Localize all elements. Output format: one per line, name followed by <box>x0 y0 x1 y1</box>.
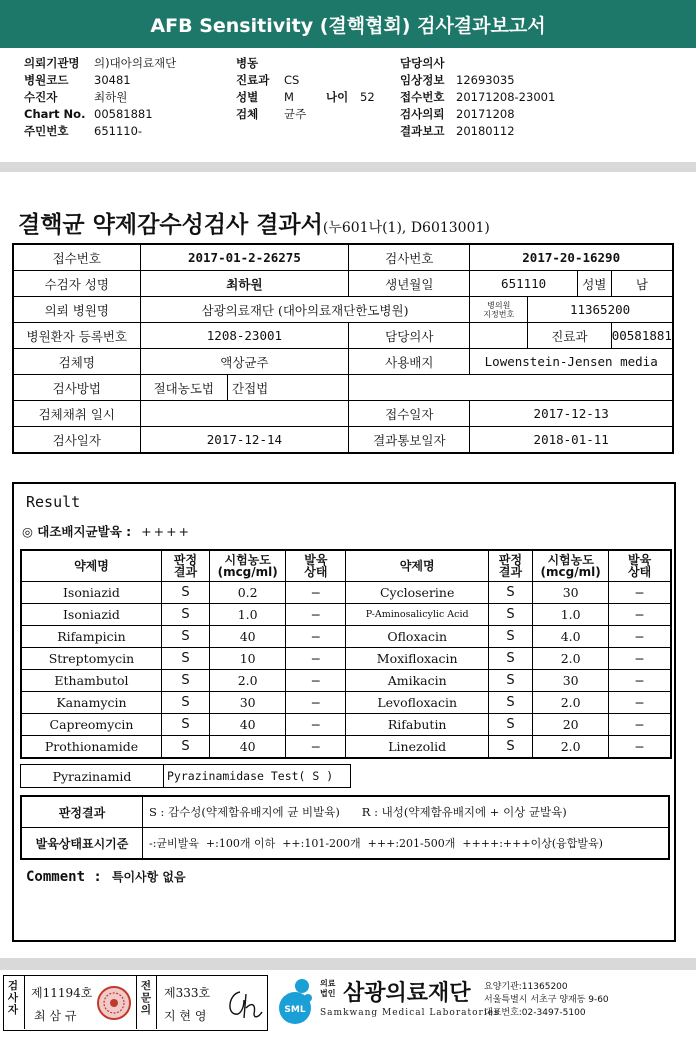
examiner-name: 최 삼 규 <box>34 1009 77 1023</box>
drug-name: Levofloxacin <box>346 692 488 714</box>
control-growth-value: ++++ <box>141 524 192 539</box>
drug-judge: S <box>488 648 532 670</box>
drug-conc: 0.2 <box>210 582 286 604</box>
header-line: 시험농도 <box>224 553 271 567</box>
drug-judge: S <box>161 670 209 692</box>
header-line: 발육 <box>628 553 652 567</box>
drug-judge: S <box>161 692 209 714</box>
legend-text: -:균비발육 +:100개 이하 ++:101-200개 +++:201-500개 ++++:+++이상(융합발육) <box>143 828 670 860</box>
legend-row <box>21 828 669 860</box>
info-label: 사용배지 <box>349 349 470 375</box>
meta-value: 12693035 <box>456 73 515 87</box>
examiner-label: 검사자 <box>7 980 19 1016</box>
drug-name: Isoniazid <box>21 604 161 626</box>
info-label <box>470 297 528 323</box>
divider <box>136 976 137 1029</box>
info-row <box>13 297 673 323</box>
info-value <box>349 375 673 401</box>
info-label: 검체명 <box>13 349 140 375</box>
drug-conc: 10 <box>210 648 286 670</box>
meta-label: 병동 <box>236 56 259 70</box>
drug-judge: S <box>161 736 209 759</box>
foundation-type: 의료 법인 <box>320 979 336 998</box>
drug-name: Rifabutin <box>346 714 488 736</box>
drug-name: Rifampicin <box>21 626 161 648</box>
logo-mark-text: SML <box>284 1005 306 1015</box>
legend-label: 판정결과 <box>21 796 143 828</box>
drug-judge: S <box>488 626 532 648</box>
drug-name: Capreomycin <box>21 714 161 736</box>
info-value: 간접법 <box>228 375 349 401</box>
drug-row <box>21 736 671 759</box>
drug-conc: 4.0 <box>533 626 609 648</box>
meta-value: 651110- <box>94 124 143 138</box>
drug-growth: − <box>609 736 671 759</box>
pyrazinamidase-test: Pyrazinamidase Test( S ) <box>164 765 351 788</box>
specialist-name: 지 현 영 <box>164 1009 207 1023</box>
header-growth <box>286 550 346 582</box>
info-value <box>140 401 349 427</box>
header-conc <box>210 550 286 582</box>
header-line: (mcg/ml) <box>540 565 601 579</box>
info-value: 남 <box>611 271 673 297</box>
header-line: 상태 <box>628 565 652 579</box>
info-label: 검사일자 <box>13 427 140 454</box>
info-label: 병원환자 등록번호 <box>13 323 140 349</box>
seal-stamp-icon <box>96 985 132 1021</box>
divider <box>156 976 157 1029</box>
drug-table <box>20 549 672 759</box>
examiner-license: 제11194호 <box>31 986 93 1000</box>
info-row <box>13 401 673 427</box>
info-value: 2017-20-16290 <box>470 244 673 271</box>
header-judge <box>488 550 532 582</box>
info-label: 검체채취 일시 <box>13 401 140 427</box>
patient-info-table <box>12 243 674 454</box>
meta-value: 20180112 <box>456 124 515 138</box>
header-line: 판정 <box>498 553 523 567</box>
drug-conc: 1.0 <box>533 604 609 626</box>
drug-conc: 2.0 <box>533 692 609 714</box>
meta-label: 나이 <box>326 90 349 104</box>
header-line: 결과 <box>498 565 523 579</box>
info-label: 검사번호 <box>349 244 470 271</box>
drug-name: Prothionamide <box>21 736 161 759</box>
meta-value: 20171208-23001 <box>456 90 556 104</box>
header-line: 판정 <box>173 553 198 567</box>
drug-name: Linezolid <box>346 736 488 759</box>
specialist-label: 전문의 <box>140 980 152 1016</box>
control-growth <box>22 522 191 540</box>
header-drug: 약제명 <box>21 550 161 582</box>
drug-judge: S <box>161 648 209 670</box>
drug-conc: 1.0 <box>210 604 286 626</box>
info-row <box>13 244 673 271</box>
meta-label: 접수번호 <box>400 90 445 104</box>
info-label: 접수일자 <box>349 401 470 427</box>
header-drug: 약제명 <box>346 550 488 582</box>
info-label-line: 병의원 <box>487 300 511 310</box>
drug-judge: S <box>488 604 532 626</box>
comment <box>26 868 186 885</box>
drug-growth: − <box>286 648 346 670</box>
drug-conc: 30 <box>210 692 286 714</box>
drug-header-row <box>21 550 671 582</box>
info-row <box>13 271 673 297</box>
drug-name: Streptomycin <box>21 648 161 670</box>
info-value: 절대농도법 <box>140 375 227 401</box>
meta-value: 30481 <box>94 73 131 87</box>
meta-value: 의)대아의료재단 <box>94 56 177 70</box>
specialist-license: 제333호 <box>164 986 211 1000</box>
meta-label: 검체 <box>236 107 259 121</box>
meta-label: 결과보고 <box>400 124 445 138</box>
drug-growth: − <box>286 604 346 626</box>
report-title <box>18 206 490 239</box>
drug-growth: − <box>286 692 346 714</box>
info-value: 2017-12-14 <box>140 427 349 454</box>
drug-name: P-Aminosalicylic Acid <box>346 604 488 626</box>
drug-row <box>21 582 671 604</box>
info-label: 진료과 <box>528 323 612 349</box>
info-value: 651110 <box>470 271 578 297</box>
drug-name: Ethambutol <box>21 670 161 692</box>
signature-icon <box>222 984 266 1024</box>
drug-judge: S <box>161 582 209 604</box>
drug-growth: − <box>609 604 671 626</box>
meta-label: 검사의뢰 <box>400 107 445 121</box>
header-line: 결과 <box>173 565 198 579</box>
org-address: 서울특별시 서초구 양재동 9-60 <box>484 995 609 1005</box>
foundation-english: Samkwang Medical Laboratories <box>320 1008 500 1018</box>
info-label-line: 지정번호 <box>483 309 515 319</box>
drug-name: Pyrazinamid <box>21 765 164 788</box>
drug-growth: − <box>286 582 346 604</box>
drug-growth: − <box>609 714 671 736</box>
header-line: 상태 <box>304 565 328 579</box>
meta-label: Chart No. <box>24 107 86 121</box>
drug-growth: − <box>609 670 671 692</box>
drug-growth: − <box>609 692 671 714</box>
info-label: 담당의사 <box>349 323 470 349</box>
drug-name: Moxifloxacin <box>346 648 488 670</box>
drug-judge: S <box>161 714 209 736</box>
drug-judge: S <box>488 714 532 736</box>
drug-row <box>21 648 671 670</box>
meta-value: 균주 <box>284 107 307 121</box>
drug-row <box>21 604 671 626</box>
org-code: 요양기관:11365200 <box>484 982 568 992</box>
drug-judge: S <box>488 670 532 692</box>
meta-value: M <box>284 90 294 104</box>
drug-name: Amikacin <box>346 670 488 692</box>
info-label: 접수번호 <box>13 244 140 271</box>
sml-logo-icon <box>272 976 318 1028</box>
section-divider <box>0 162 696 172</box>
result-title: Result <box>26 493 81 511</box>
drug-growth: − <box>609 582 671 604</box>
meta-label: 의뢰기관명 <box>24 56 80 70</box>
pyrazinamid-row <box>20 764 351 788</box>
info-label: 수검자 성명 <box>13 271 140 297</box>
report-title-text: 결핵균 약제감수성검사 결과서 <box>18 211 323 238</box>
drug-conc: 20 <box>533 714 609 736</box>
info-label: 검사방법 <box>13 375 140 401</box>
drug-name: Cycloserine <box>346 582 488 604</box>
info-label: 결과통보일자 <box>349 427 470 454</box>
drug-conc: 40 <box>210 714 286 736</box>
info-row <box>13 375 673 401</box>
drug-growth: − <box>609 626 671 648</box>
header-line: (mcg/ml) <box>217 565 278 579</box>
drug-growth: − <box>286 670 346 692</box>
meta-label: 병원코드 <box>24 73 69 87</box>
drug-judge: S <box>488 692 532 714</box>
comment-label: Comment : <box>26 869 102 885</box>
drug-conc: 2.0 <box>533 648 609 670</box>
meta-value: 20171208 <box>456 107 515 121</box>
legend-text: S : 감수성(약제함유배지에 균 비발육) R : 내성(약제함유배지에 + 이상 균발육) <box>143 796 670 828</box>
meta-col-1 <box>24 55 176 140</box>
info-label: 생년월일 <box>349 271 470 297</box>
drug-judge: S <box>488 736 532 759</box>
info-value: 액상균주 <box>140 349 349 375</box>
banner-title: AFB Sensitivity (결핵협회) 검사결과보고서 <box>150 14 546 37</box>
header-growth <box>609 550 671 582</box>
meta-label: 담당의사 <box>400 56 445 70</box>
drug-judge: S <box>488 582 532 604</box>
legend-label: 발육상태표시기준 <box>21 828 143 860</box>
drug-row <box>21 670 671 692</box>
meta-label: 수진자 <box>24 90 58 104</box>
meta-label: 성별 <box>236 90 259 104</box>
info-value: 최하원 <box>140 271 349 297</box>
header-conc <box>533 550 609 582</box>
drug-growth: − <box>286 626 346 648</box>
drug-growth: − <box>286 736 346 759</box>
drug-conc: 40 <box>210 736 286 759</box>
header-judge <box>161 550 209 582</box>
drug-name: Kanamycin <box>21 692 161 714</box>
footer-divider <box>0 958 696 970</box>
drug-row <box>21 714 671 736</box>
info-value <box>470 323 528 349</box>
drug-name: Ofloxacin <box>346 626 488 648</box>
drug-growth: − <box>286 714 346 736</box>
drug-name: Isoniazid <box>21 582 161 604</box>
info-row <box>13 323 673 349</box>
info-row <box>13 427 673 454</box>
comment-value: 특이사항 없음 <box>111 870 186 884</box>
drug-conc: 30 <box>533 582 609 604</box>
drug-judge: S <box>161 626 209 648</box>
drug-conc: 2.0 <box>210 670 286 692</box>
header-line: 시험농도 <box>547 553 594 567</box>
info-value: 1208-23001 <box>140 323 349 349</box>
info-value: 삼광의료재단 (대아의료재단한도병원) <box>140 297 470 323</box>
drug-conc: 2.0 <box>533 736 609 759</box>
meta-value: 00581881 <box>94 107 153 121</box>
info-value: Lowenstein-Jensen media <box>470 349 673 375</box>
info-value: 2018-01-11 <box>470 427 673 454</box>
meta-value: CS <box>284 73 300 87</box>
meta-label: 진료과 <box>236 73 270 87</box>
info-value: 11365200 <box>528 297 673 323</box>
org-info <box>484 981 609 1020</box>
drug-row <box>21 692 671 714</box>
drug-judge: S <box>161 604 209 626</box>
drug-row <box>21 626 671 648</box>
drug-conc: 40 <box>210 626 286 648</box>
org-phone: 대표번호:02-3497-5100 <box>484 1008 586 1018</box>
info-label: 의뢰 병원명 <box>13 297 140 323</box>
report-code: (누601나(1), D6013001) <box>322 220 490 236</box>
info-value: 00581881 <box>611 323 673 349</box>
legend-row <box>21 796 669 828</box>
header-line: 발육 <box>304 553 328 567</box>
meta-col-2 <box>236 55 375 123</box>
control-growth-label: ◎ 대조배지균발육 : <box>22 524 132 539</box>
meta-col-3 <box>400 55 555 140</box>
drug-growth: − <box>609 648 671 670</box>
foundation-name: 삼광의료재단 <box>343 981 471 1006</box>
info-label: 성별 <box>577 271 611 297</box>
drug-conc: 30 <box>533 670 609 692</box>
signature-box <box>3 975 268 1031</box>
meta-value: 52 <box>360 90 375 104</box>
report-banner <box>0 0 696 48</box>
legend-table <box>20 795 670 860</box>
meta-label: 임상정보 <box>400 73 445 87</box>
info-row <box>13 349 673 375</box>
meta-label: 주민번호 <box>24 124 69 138</box>
info-value: 2017-12-13 <box>470 401 673 427</box>
info-value: 2017-01-2-26275 <box>140 244 349 271</box>
meta-value: 최하원 <box>94 90 128 104</box>
divider <box>24 976 25 1029</box>
